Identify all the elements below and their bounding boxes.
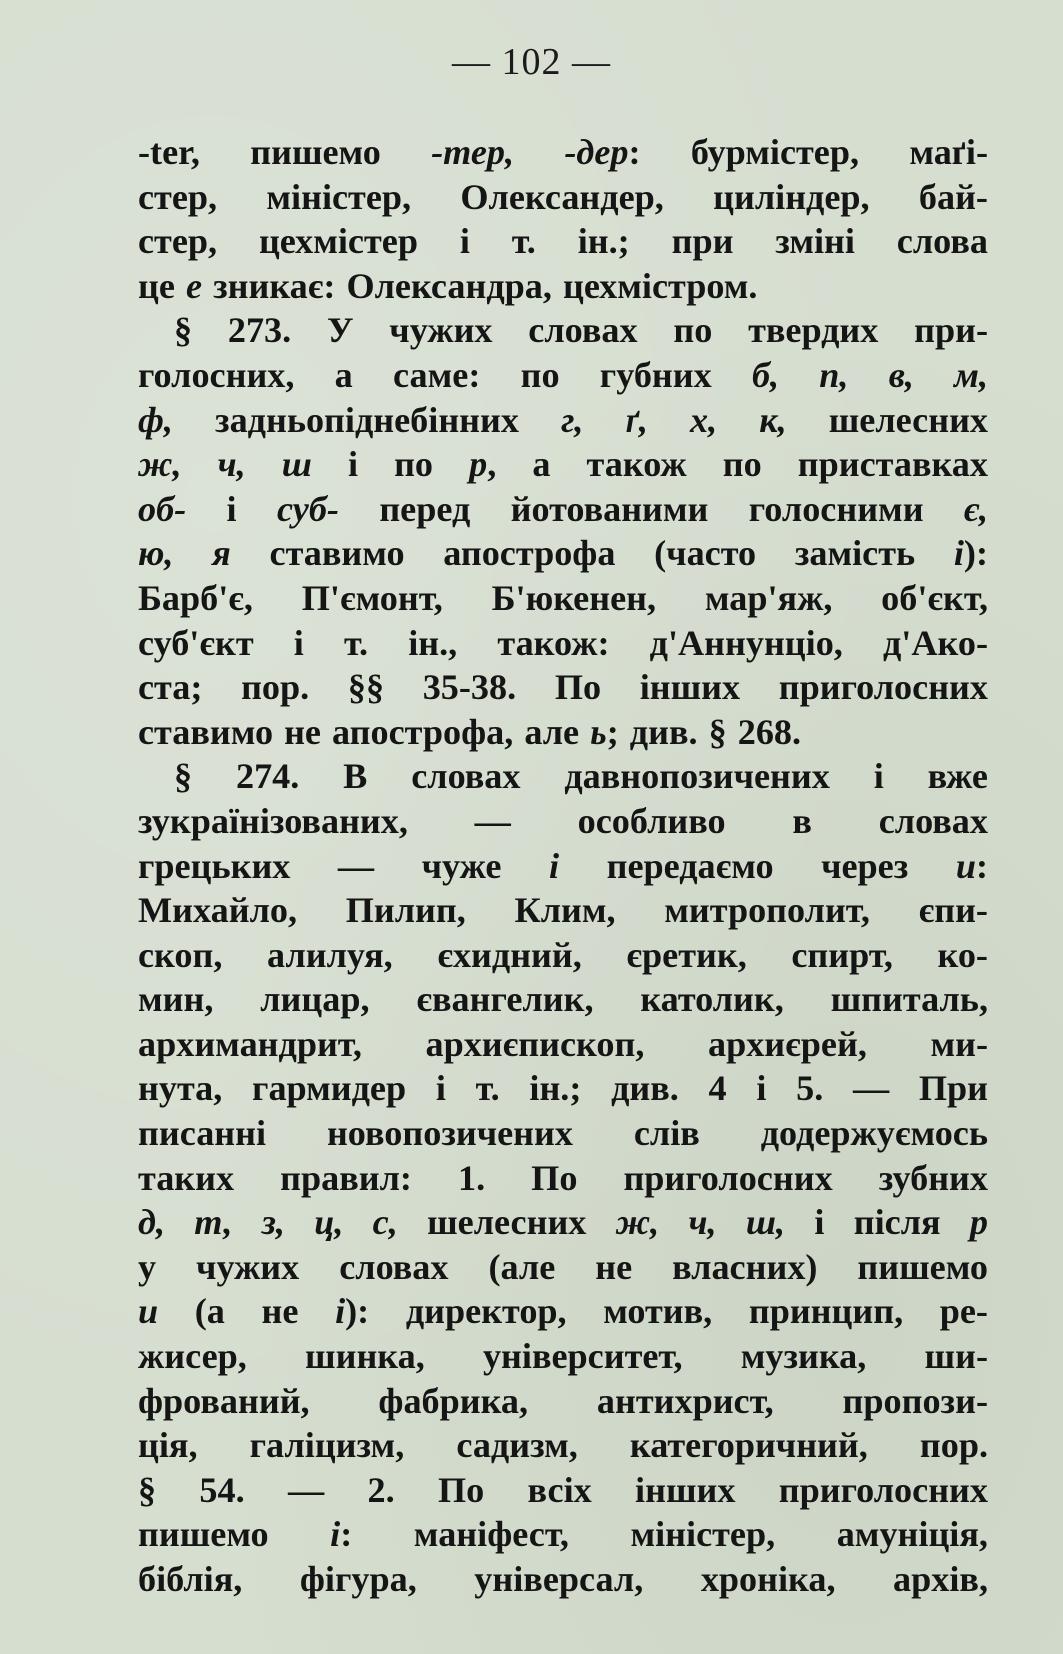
italic-term: суб- [276,488,339,529]
italic-term: і [330,1514,341,1555]
text-line: біблія, фігура, універсал, хроніка, архів, [138,1559,988,1599]
text-line: ф, задньопіднебінних г, ґ, х, к, шелесних [138,399,989,440]
italic-term: ю, я [138,533,231,574]
italic-term: е [185,265,203,306]
italic-term: і [953,533,964,574]
text-line: у чужих словах (але не власних) пишемо [138,1246,988,1287]
italic-term: и [955,845,976,886]
text-line: архимандрит, архиєпископ, архиєрей, ми- [138,1023,988,1064]
italic-term: б, п, в, м, [751,354,988,395]
text-line: це е зникає: Олександра, цехмістром. [138,265,758,306]
text-line: -ter, пишемо -тер, -дер: бурмістер, маґі- [138,132,988,172]
text-line: таких правил: 1. По приголосних зубних [138,1157,988,1198]
italic-term: і [335,1291,346,1332]
italic-term: ж, ч, ш [138,444,312,485]
text-line: суб'єкт і т. ін., також: д'Аннунціо, д'Ако- [138,622,988,663]
text-line: ю, я ставимо апострофа (часто замість і): [138,533,989,574]
text-line: мин, лицар, євангелик, католик, шпиталь, [138,979,988,1020]
italic-term: -тер, -дер [431,132,629,172]
text-line: стер, міністер, Олександер, циліндер, бай- [138,176,988,217]
text-line: ставимо не апострофа, але ь; див. § 268. [138,711,802,752]
text-line: голосних, а саме: по губних б, п, в, м, [138,354,988,395]
text-line: и (а не і): директор, мотив, принцип, ре- [138,1291,988,1332]
text-line: д, т, з, ц, с, шелесних ж, ч, ш, і після р [138,1202,988,1243]
text-line: ція, галіцизм, садизм, категоричний, пор. [138,1425,988,1466]
text-line: фрований, фабрика, антихрист, пропози- [138,1380,988,1421]
italic-term: об- [138,488,187,529]
italic-term: ф, [138,399,173,440]
text-line: § 54. — 2. По всіх інших приголосних [138,1469,988,1510]
text-line: нута, гармидер і т. ін.; див. 4 і 5. — При [138,1068,988,1109]
text-line: стер, цехмістер і т. ін.; при зміні слова [138,221,988,262]
italic-term: ь [590,711,607,752]
text-line: об- і суб- перед йотованими голосними є, [138,488,988,529]
italic-term: р [969,1202,988,1243]
body-text [138,130,988,1602]
text-line: зукраїнізованих, — особливо в словах [138,800,988,841]
text-line: грецьких — чуже і передаємо через и: [138,845,989,886]
italic-term: ж, ч, ш, [615,1202,786,1243]
text-line: ж, ч, ш і по р, а також по приставках [138,444,988,485]
italic-term: р [469,444,488,485]
italic-term: є, [963,488,988,529]
text-line: § 273. У чужих словах по твердих при- [174,310,988,351]
text-line: § 274. В словах давнопозичених і вже [174,756,988,797]
text-line: пишемо і: маніфест, міністер, амуніція, [138,1514,988,1555]
text-line: скоп, алилуя, єхидний, єретик, спирт, ко- [138,934,988,975]
italic-term: и [138,1291,159,1332]
italic-term: д, т, з, ц, с, [138,1202,398,1243]
italic-term: г, ґ, х, к, [561,399,787,440]
text-line: ста; пор. §§ 35-38. По інших приголосних [138,667,988,708]
italic-term: і [549,845,560,886]
text-line: Михайло, Пилип, Клим, митрополит, єпи- [138,890,988,931]
text-line: жисер, шинка, університет, музика, ши- [138,1336,988,1377]
page-number: — 102 — [452,41,611,83]
text-line: писанні новопозичених слів додержуємось [138,1113,988,1154]
text-line: Барб'є, П'ємонт, Б'юкенен, мар'яж, об'єкт, [138,577,988,618]
